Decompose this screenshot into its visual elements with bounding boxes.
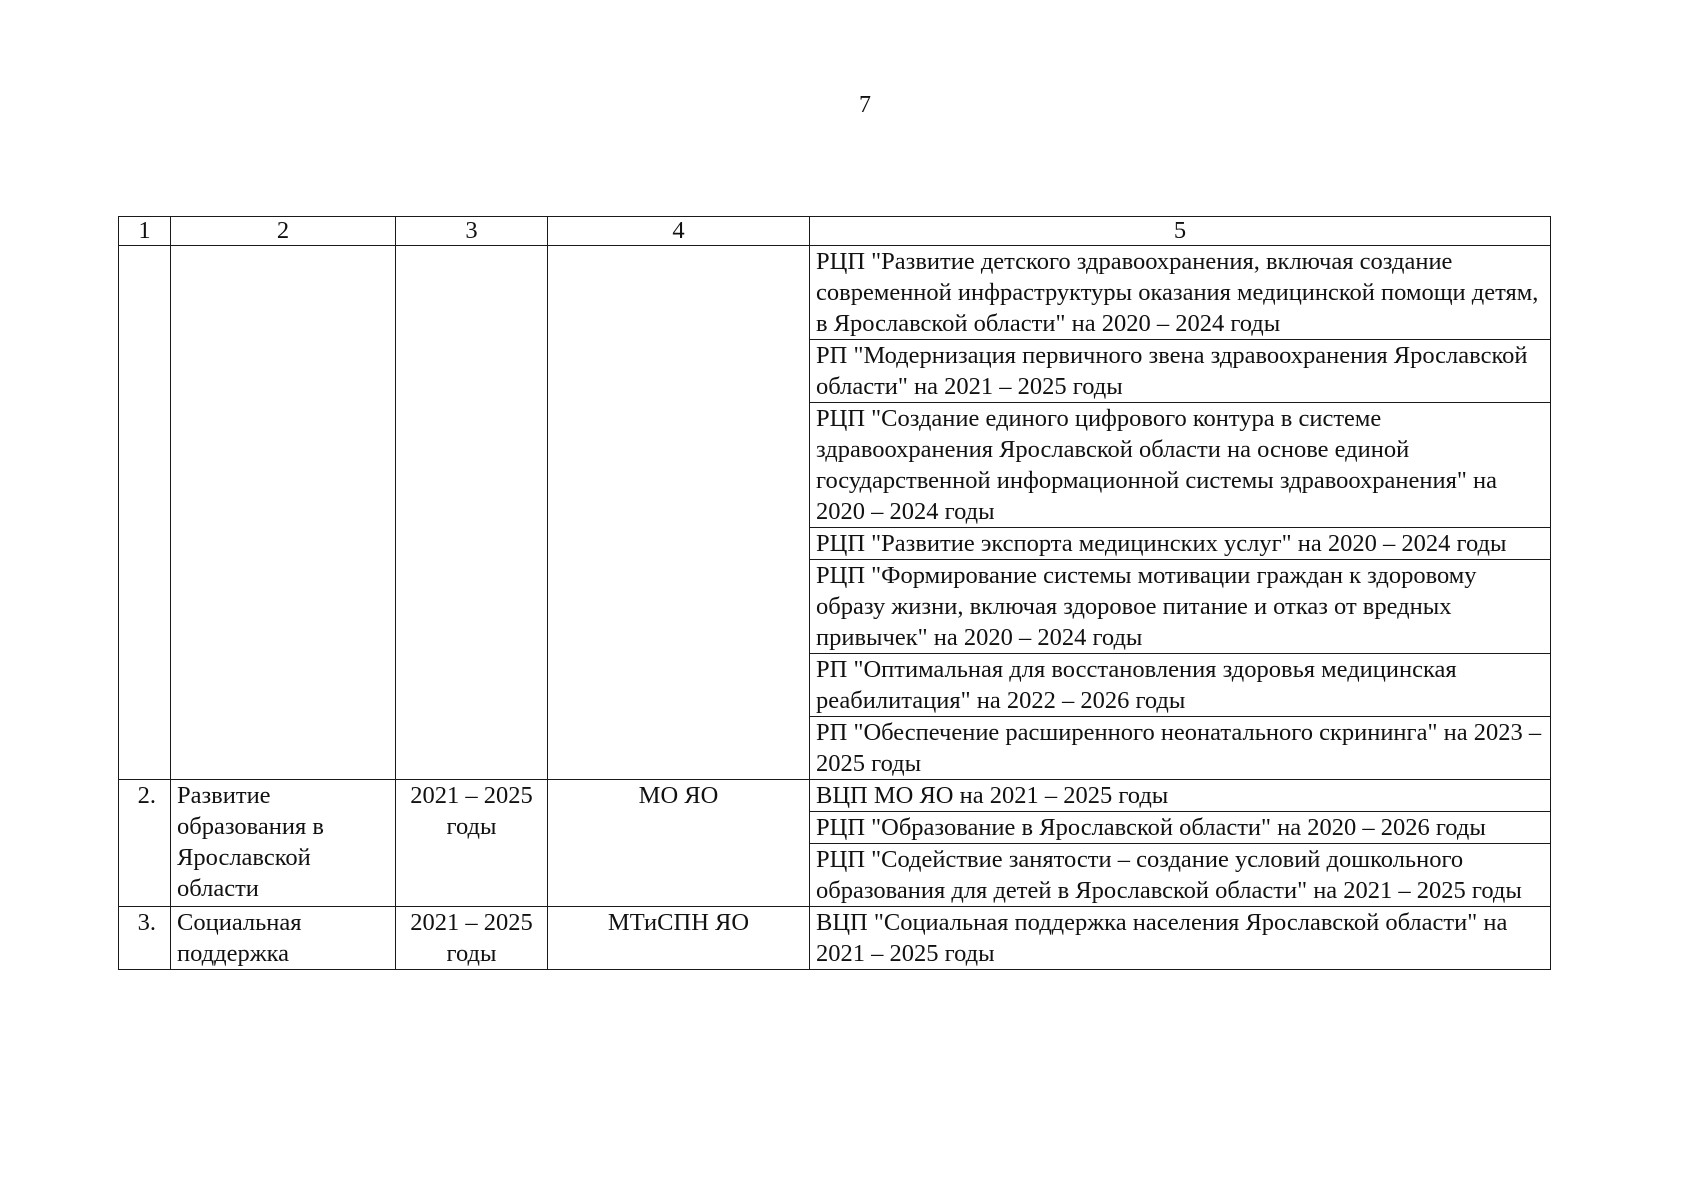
column-header-4: 4 bbox=[548, 217, 810, 246]
row-executor-cell: МТиСПН ЯО bbox=[548, 907, 810, 970]
table-header-row bbox=[119, 217, 1551, 246]
program-cell: РП "Модернизация первичного звена здравоохранения Ярославской области" на 2021 – 2025 годы bbox=[810, 340, 1551, 403]
row-executor-cell: МО ЯО bbox=[548, 780, 810, 907]
row-number-cell: 3. bbox=[119, 907, 171, 970]
row-name-cell: Социальная поддержка bbox=[171, 907, 396, 970]
program-cell: ВЦП МО ЯО на 2021 – 2025 годы bbox=[810, 780, 1551, 812]
row-executor-cell bbox=[548, 246, 810, 780]
row-number-cell: 2. bbox=[119, 780, 171, 907]
column-header-1: 1 bbox=[119, 217, 171, 246]
programs-table bbox=[118, 216, 1551, 970]
row-period-cell: 2021 – 2025 годы bbox=[396, 780, 548, 907]
column-header-2: 2 bbox=[171, 217, 396, 246]
program-cell: РЦП "Развитие экспорта медицинских услуг" на 2020 – 2024 годы bbox=[810, 528, 1551, 560]
table-row bbox=[119, 246, 1551, 340]
program-cell: РЦП "Формирование системы мотивации граждан к здоровому образу жизни, включая здоровое питание и отказ от вредных привычек" на 2020 – 2024 годы bbox=[810, 560, 1551, 654]
row-period-cell bbox=[396, 246, 548, 780]
column-header-5: 5 bbox=[810, 217, 1551, 246]
row-name-cell bbox=[171, 246, 396, 780]
program-cell: РП "Обеспечение расширенного неонатального скрининга" на 2023 – 2025 годы bbox=[810, 717, 1551, 780]
row-period-cell: 2021 – 2025 годы bbox=[396, 907, 548, 970]
program-cell: РП "Оптимальная для восстановления здоровья медицинская реабилитация" на 2022 – 2026 годы bbox=[810, 654, 1551, 717]
program-cell: РЦП "Создание единого цифрового контура в системе здравоохранения Ярославской области на основе единой государственной информационной системы здравоохранения" на 2020 – 2024 годы bbox=[810, 403, 1551, 528]
row-number-cell bbox=[119, 246, 171, 780]
row-name-cell: Развитие образования в Ярославской области bbox=[171, 780, 396, 907]
table-row bbox=[119, 780, 1551, 812]
program-cell: ВЦП "Социальная поддержка населения Ярославской области" на 2021 – 2025 годы bbox=[810, 907, 1551, 970]
page-number: 7 bbox=[859, 92, 871, 118]
program-cell: РЦП "Содействие занятости – создание условий дошкольного образования для детей в Ярославской области" на 2021 – 2025 годы bbox=[810, 844, 1551, 907]
program-cell: РЦП "Развитие детского здравоохранения, включая создание современной инфраструктуры оказания медицинской помощи детям, в Ярославской области" на 2020 – 2024 годы bbox=[810, 246, 1551, 340]
table-row bbox=[119, 907, 1551, 970]
program-cell: РЦП "Образование в Ярославской области" на 2020 – 2026 годы bbox=[810, 812, 1551, 844]
column-header-3: 3 bbox=[396, 217, 548, 246]
